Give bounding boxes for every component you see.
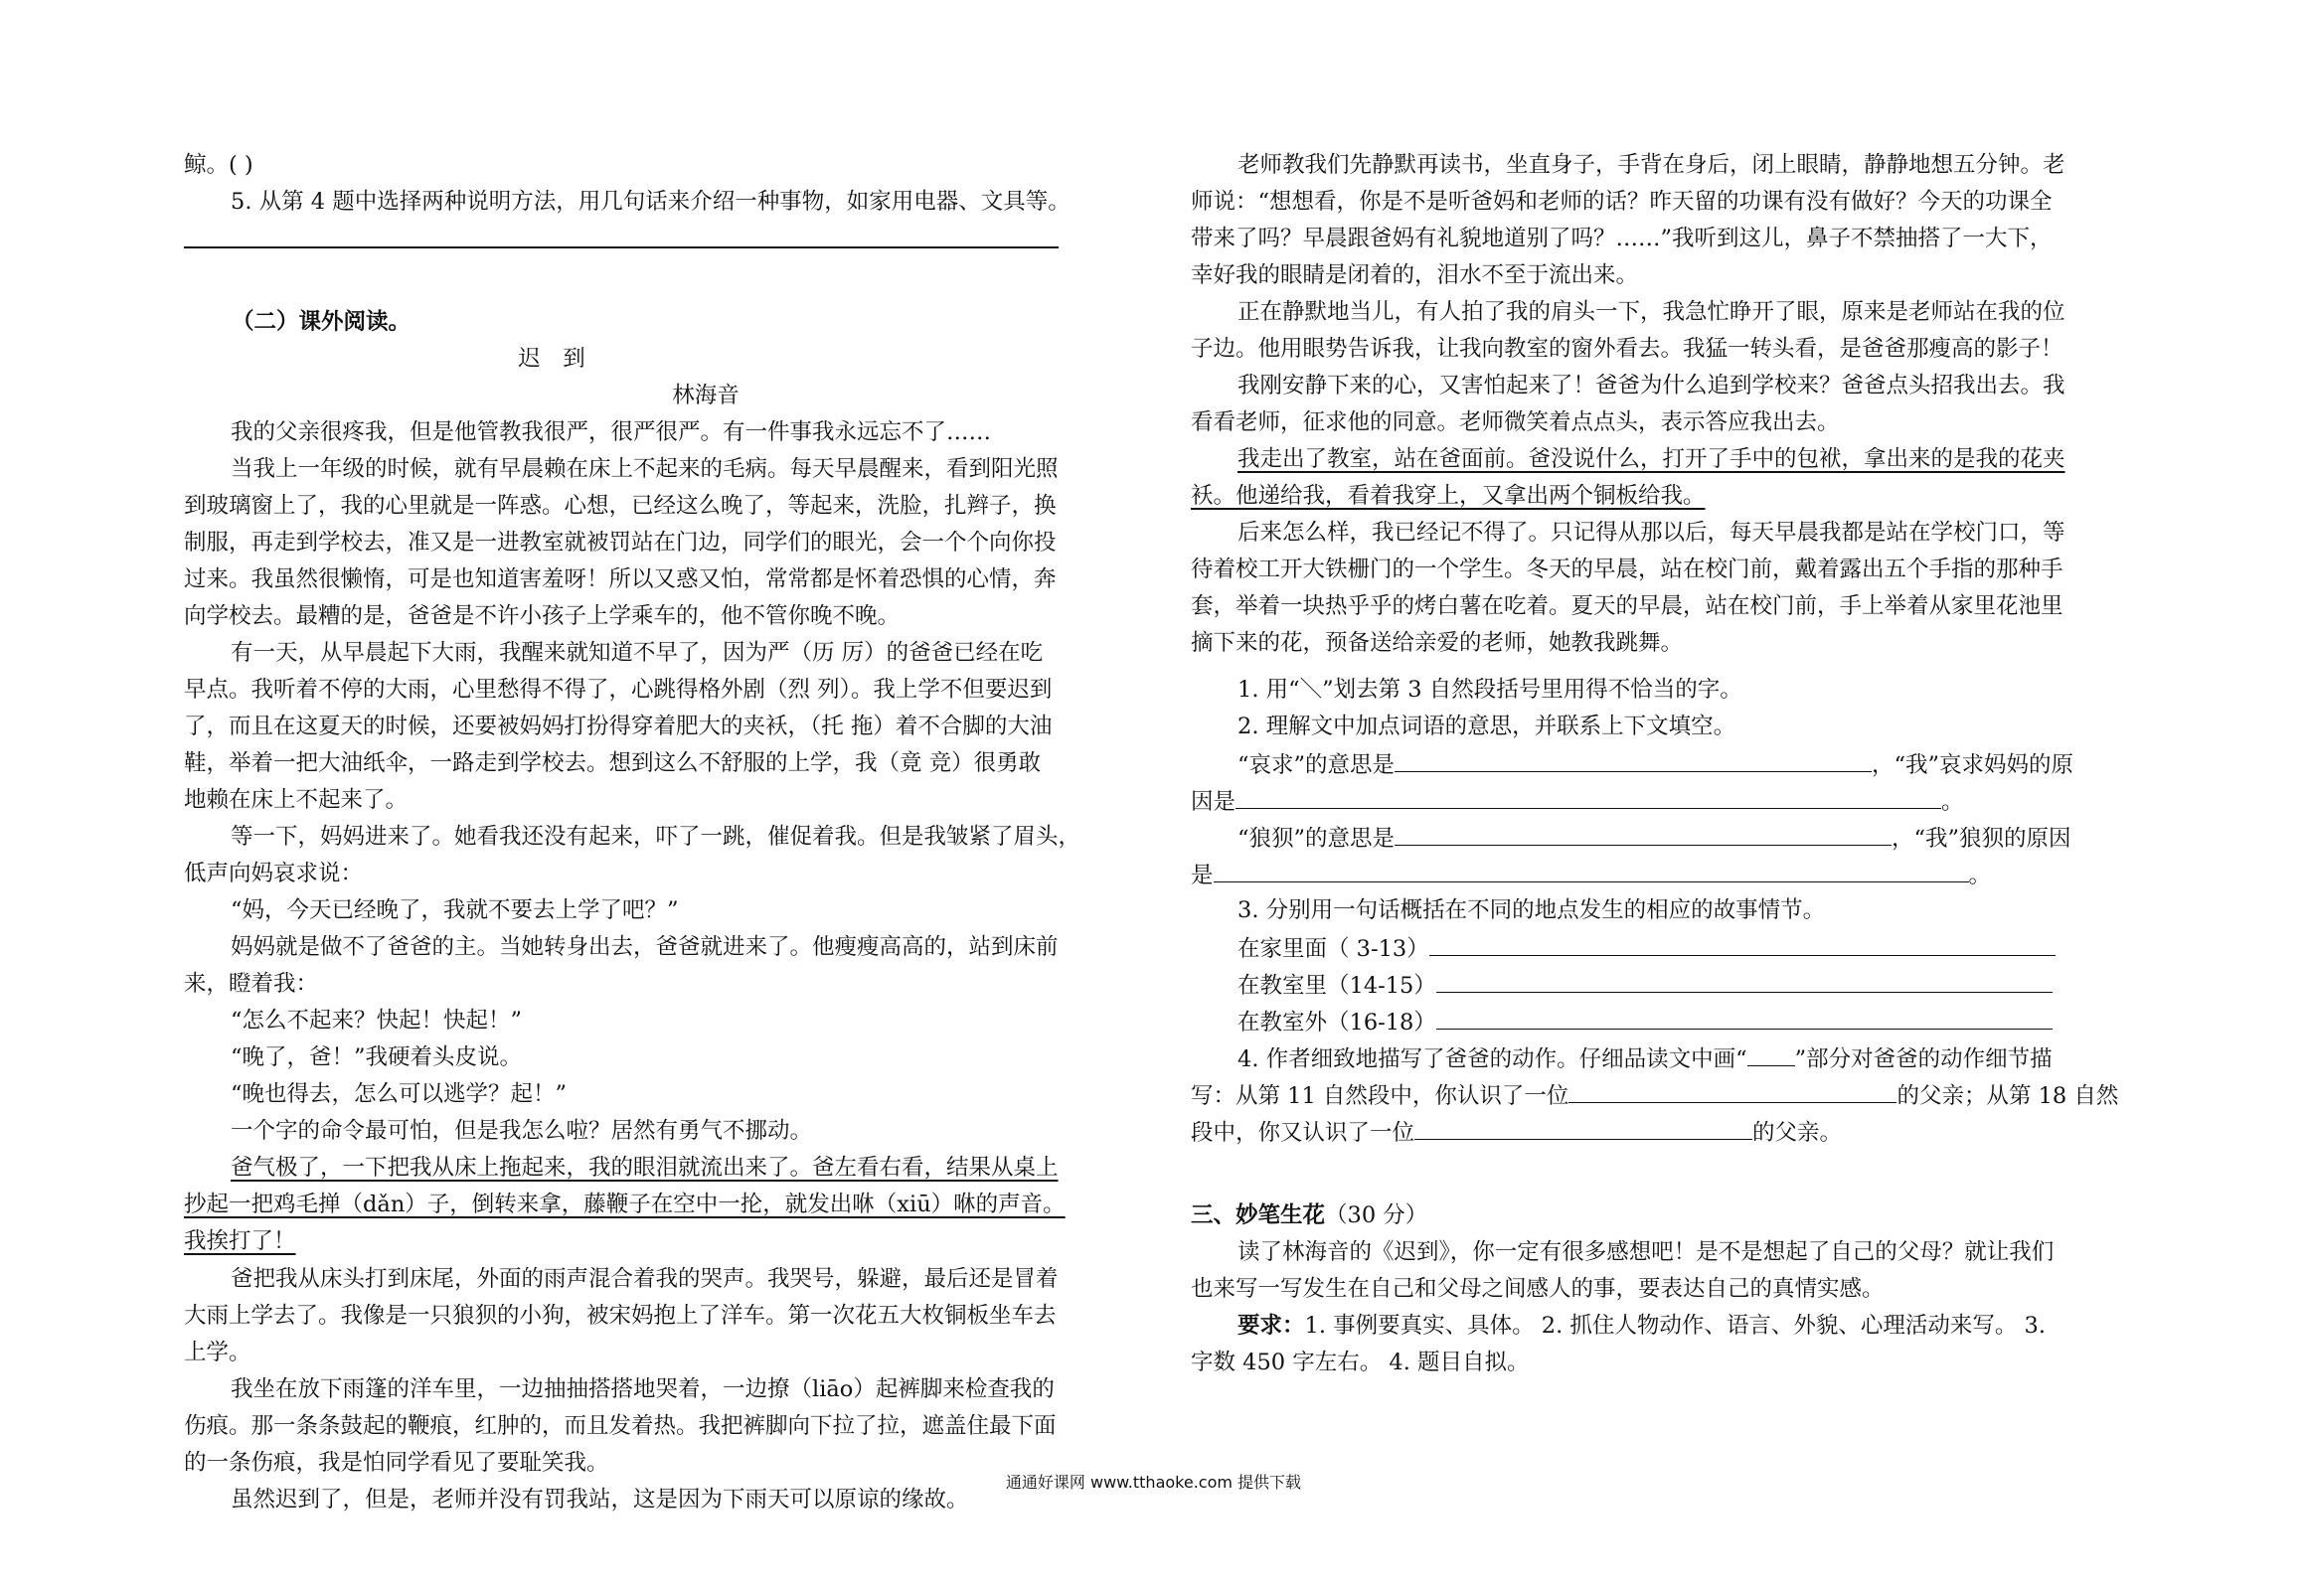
question-4b: 写：从第 11 自然段中，你认识了一位 的父亲；从第 18 自然	[1191, 1076, 2155, 1113]
paragraph-2-line: 当我上一年级的时候，就有早晨赖在床上不起来的毛病。每天早晨醒来，看到阳光照	[231, 456, 1059, 482]
question-2: 2. 理解文中加点词语的意思，并联系上下文填空。	[1237, 714, 1736, 739]
paragraph-11-line: 我挨打了！	[184, 1228, 296, 1254]
paragraph-r3-line: 我刚安静下来的心，又害怕起来了！爸爸为什么追到学校来？爸爸点头招我出去。我	[1237, 373, 2065, 399]
left-column	[184, 147, 1148, 221]
answer-blank[interactable]	[1436, 966, 2053, 993]
footer-credit: 通通好课网 www.tthaoke.com 提供下载	[1005, 1473, 1302, 1492]
questions	[1191, 672, 2155, 1150]
question-2a: “哀求”的意思是 ，“我”哀求妈妈的原	[1191, 745, 2155, 782]
paragraph-2-line: 到玻璃窗上了，我的心里就是一阵惑。心想，已经这么晚了，等起来，洗脸，扎辫子，换	[184, 493, 1057, 519]
question-4c: 段中，你又认识了一位 的父亲。	[1191, 1113, 2155, 1150]
paragraph-r5-line: 待着校工开大铁栅门的一个学生。冬天的早晨，站在校门前，戴着露出五个手指的那种手	[1191, 557, 2063, 582]
paragraph-r2-line: 子边。他用眼势告诉我，让我向教室的窗外看去。我猛一转头看，是爸爸那瘦高的影子！	[1191, 336, 2063, 362]
paragraph-6-line: 来，瞪着我：	[184, 971, 319, 997]
question-2b: “狼狈”的意思是 ，“我”狼狈的原因	[1191, 819, 2155, 856]
paragraph-r2-line: 正在静默地当儿，有人拍了我的肩头一下，我急忙睁开了眼，原来是老师站在我的位	[1237, 299, 2065, 325]
answer-blank[interactable]	[1568, 1076, 1896, 1103]
answer-blank[interactable]	[1436, 1003, 2053, 1030]
answer-rule	[184, 246, 1059, 248]
paragraph-r5-line: 摘下来的花，预备送给亲爱的老师，她教我跳舞。	[1191, 630, 1684, 656]
question-2b-cont: 是 。	[1191, 856, 2155, 892]
requirements-cont: 字数 450 字左右。 4. 题目自拟。	[1191, 1350, 1530, 1375]
underline-marker	[1747, 1039, 1795, 1066]
paragraph-11-line: 爸气极了，一下把我从床上拖起来，我的眼泪就流出来了。爸左看右看，结果从桌上	[231, 1155, 1059, 1181]
question-2a-cont: 因是 。	[1191, 782, 2155, 819]
section-3-text: 读了林海音的《迟到》，你一定有很多感想吧！是不是想起了自己的父母？就让我们	[1237, 1239, 2055, 1265]
paragraph-3-line: 有一天，从早晨起下大雨，我醒来就知道不早了，因为严（历 厉）的爸爸已经在吃	[231, 640, 1044, 666]
answer-blank[interactable]	[1214, 856, 1969, 882]
paragraph-r1-line: 师说：“想想看，你是不是听爸妈和老师的话？昨天留的功课有没有做好？今天的功课全	[1191, 189, 2053, 215]
paragraph-13-line: 我坐在放下雨篷的洋车里，一边抽抽搭搭地哭着，一边撩（liāo）起裤脚来检查我的	[231, 1376, 1055, 1402]
paragraph-r4-line: 我走出了教室，站在爸面前。爸没说什么，打开了手中的包袱，拿出来的是我的花夹	[1237, 446, 2065, 472]
answer-blank[interactable]	[1429, 929, 2056, 956]
paragraph-10: 一个字的命令最可怕，但是我怎么啦？居然有勇气不挪动。	[231, 1118, 813, 1144]
paragraph-9: “晚也得去，怎么可以逃学？起！”	[231, 1081, 568, 1107]
paragraph-4-line: 低声向妈哀求说：	[184, 861, 364, 886]
section-3-heading: 三、妙笔生花（30 分）	[1191, 1202, 1428, 1228]
paragraph-6-line: 妈妈就是做不了爸爸的主。当她转身出去，爸爸就进来了。他瘦瘦高高的，站到床前	[231, 934, 1059, 960]
story-author: 林海音	[672, 383, 740, 408]
writing-section	[1191, 1197, 2155, 1381]
question-3b: 在教室里（14-15）	[1191, 966, 2155, 1003]
question-3c: 在教室外（16-18）	[1191, 1003, 2155, 1039]
paragraph-2-line: 过来。我虽然很懒惰，可是也知道害羞呀！所以又惑又怕，常常都是怀着恐惧的心情，奔	[184, 566, 1057, 592]
question-3a: 在家里面（ 3-13）	[1191, 929, 2155, 966]
paragraph-3-line: 早点。我听着不停的大雨，心里愁得不得了，心跳得格外剧（烈 列）。我上学不但要迟到	[184, 677, 1053, 703]
paragraph-2-line: 制服，再走到学校去，准又是一进教室就被罚站在门边，同学们的眼光，会一个个向你投	[184, 530, 1057, 556]
question-1: 1. 用“＼”划去第 3 自然段括号里用得不恰当的字。	[1237, 677, 1742, 703]
story-title: 迟 到	[518, 346, 585, 372]
paragraph-1: 我的父亲很疼我，但是他管教我很严，很严很严。有一件事我永远忘不了……	[231, 419, 992, 445]
paragraph-12-line: 爸把我从床头打到床尾，外面的雨声混合着我的哭声。我哭号，躲避，最后还是冒着	[231, 1266, 1059, 1292]
answer-bracket-line: 鲸。( )	[184, 152, 253, 178]
paragraph-12-line: 大雨上学去了。我像是一只狼狈的小狗，被宋妈抱上了洋车。第一次花五大枚铜板坐车去	[184, 1303, 1057, 1329]
paragraph-13-line: 的一条伤痕，我是怕同学看见了要耻笑我。	[184, 1450, 609, 1476]
paragraph-4-line: 等一下，妈妈进来了。她看我还没有起来，吓了一跳，催促着我。但是我皱紧了眉头，	[231, 824, 1081, 850]
question-3: 3. 分别用一句话概括在不同的地点发生的相应的故事情节。	[1237, 897, 1826, 923]
paragraph-r1-line: 老师教我们先静默再读书，坐直身子，手背在身后，闭上眼睛，静静地想五分钟。老	[1237, 152, 2065, 178]
paragraph-2-line: 向学校去。最糟的是，爸爸是不许小孩子上学乘车的，他不管你晚不晚。	[184, 603, 901, 629]
section-title: （二）课外阅读。	[232, 309, 412, 335]
paragraph-r1-line: 带来了吗？早晨跟爸妈有礼貌地道别了吗？……”我听到这儿，鼻子不禁抽搭了一大下，	[1191, 226, 2053, 251]
paragraph-r5-line: 后来怎么样，我已经记不得了。只记得从那以后，每天早晨我都是站在学校门口，等	[1237, 520, 2065, 546]
right-column	[1191, 147, 2155, 662]
paragraph-r1-line: 幸好我的眼睛是闭着的，泪水不至于流出来。	[1191, 262, 1639, 288]
paragraph-5: “妈，今天已经晚了，我就不要去上学了吧？”	[231, 897, 679, 923]
paragraph-r4-line: 袄。他递给我，看着我穿上，又拿出两个铜板给我。	[1191, 483, 1706, 509]
reading-section	[184, 304, 1148, 1518]
paragraph-12-line: 上学。	[184, 1340, 251, 1365]
paragraph-7: “怎么不起来？快起！快起！”	[231, 1008, 523, 1034]
answer-blank[interactable]	[1395, 819, 1892, 846]
paragraph-r5-line: 套，举着一块热乎乎的烤白薯在吃着。夏天的早晨，站在校门前，手上举着从家里花池里	[1191, 593, 2063, 619]
answer-blank[interactable]	[1236, 782, 1941, 809]
paragraph-3-line: 地赖在床上不起来了。	[184, 787, 409, 813]
paragraph-3-line: 鞋，举着一把大油纸伞，一路走到学校去。想到这么不舒服的上学，我（竟 竞）很勇敢	[184, 750, 1042, 776]
question-5: 5. 从第 4 题中选择两种说明方法，用几句话来介绍一种事物，如家用电器、文具等。	[231, 189, 1071, 215]
question-4: 4. 作者细致地描写了爸爸的动作。仔细品读文中画“ ”部分对爸爸的动作细节描	[1191, 1039, 2155, 1076]
requirements: 要求：1. 事例要真实、具体。 2. 抓住人物动作、语言、外貌、心理活动来写。 3.	[1237, 1313, 2047, 1339]
paragraph-3-line: 了，而且在这夏天的时候，还要被妈妈打扮得穿着肥大的夹袄，（托 拖）着不合脚的大油	[184, 714, 1053, 739]
paragraph-13-line: 伤痕。那一条条鼓起的鞭痕，红肿的，而且发着热。我把裤脚向下拉了拉，遮盖住最下面	[184, 1413, 1057, 1439]
answer-blank[interactable]	[1395, 745, 1872, 772]
paragraph-14: 虽然迟到了，但是，老师并没有罚我站，这是因为下雨天可以原谅的缘故。	[231, 1487, 969, 1513]
paragraph-8: “晚了，爸！”我硬着头皮说。	[231, 1044, 523, 1070]
section-3-text: 也来写一写发生在自己和父母之间感人的事，要表达自己的真情实感。	[1191, 1276, 1885, 1302]
answer-blank[interactable]	[1414, 1113, 1752, 1140]
paragraph-11-line: 抄起一把鸡毛掸（dǎn）子，倒转来拿，藤鞭子在空中一抡，就发出咻（xiū）咻的声音。	[184, 1192, 1066, 1217]
paragraph-r3-line: 看看老师，征求他的同意。老师微笑着点点头，表示答应我出去。	[1191, 409, 1840, 435]
